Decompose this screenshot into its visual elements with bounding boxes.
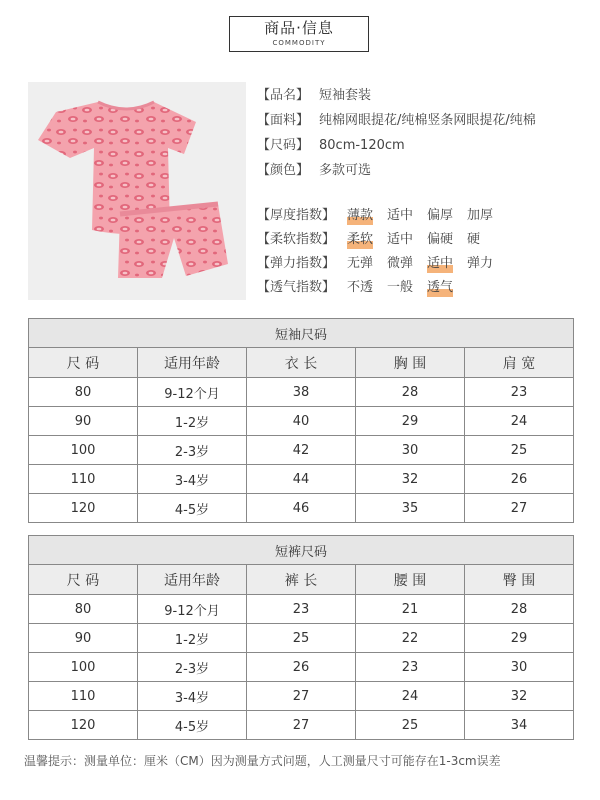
info-value: 纯棉网眼提花/纯棉竖条网眼提花/纯棉 <box>319 113 536 128</box>
index-option: 微弹 <box>387 256 414 271</box>
table-cell: 110 <box>29 465 138 494</box>
table-cell: 30 <box>465 653 574 682</box>
product-image <box>28 82 246 300</box>
table-cell: 40 <box>247 407 356 436</box>
info-value: 80cm-120cm <box>319 138 405 153</box>
table-cell: 90 <box>29 624 138 653</box>
index-row-thickness <box>257 207 587 231</box>
table-cell: 23 <box>356 653 465 682</box>
table-row <box>29 465 574 494</box>
table-row <box>29 624 574 653</box>
table-cell: 22 <box>356 624 465 653</box>
table-cell: 120 <box>29 711 138 740</box>
table-cell: 2-3岁 <box>138 653 247 682</box>
table-cell: 80 <box>29 595 138 624</box>
index-option: 不透 <box>347 280 374 295</box>
table-cell: 34 <box>465 711 574 740</box>
table-cell: 110 <box>29 682 138 711</box>
clothing-set-illustration <box>28 82 246 300</box>
table-cell: 23 <box>247 595 356 624</box>
index-option: 一般 <box>387 280 414 295</box>
index-option: 柔软 <box>347 232 374 247</box>
table-cell: 25 <box>356 711 465 740</box>
column-header: 腰 围 <box>356 565 465 595</box>
info-label: 【颜色】 <box>257 163 310 178</box>
table-cell: 28 <box>356 378 465 407</box>
table-row <box>29 494 574 523</box>
table-cell: 120 <box>29 494 138 523</box>
table-cell: 4-5岁 <box>138 711 247 740</box>
column-header: 尺 码 <box>29 348 138 378</box>
table-cell: 25 <box>465 436 574 465</box>
table-header-row <box>29 348 574 378</box>
table-cell: 28 <box>465 595 574 624</box>
top-size-table <box>28 318 574 523</box>
table-row <box>29 595 574 624</box>
info-row-color <box>257 161 587 186</box>
info-row-name <box>257 86 587 111</box>
table-cell: 3-4岁 <box>138 682 247 711</box>
section-header <box>229 16 369 52</box>
table-cell: 1-2岁 <box>138 407 247 436</box>
index-option: 弹力 <box>467 256 494 271</box>
table-row <box>29 653 574 682</box>
table-cell: 1-2岁 <box>138 624 247 653</box>
fabric-indices <box>257 207 587 303</box>
index-label: 【透气指数】 <box>257 280 336 295</box>
table-cell: 9-12个月 <box>138 595 247 624</box>
table-cell: 2-3岁 <box>138 436 247 465</box>
table-cell: 27 <box>465 494 574 523</box>
product-info <box>257 86 587 186</box>
column-header: 衣 长 <box>247 348 356 378</box>
column-header: 尺 码 <box>29 565 138 595</box>
table-cell: 24 <box>356 682 465 711</box>
index-option: 无弹 <box>347 256 374 271</box>
index-option: 薄款 <box>347 208 374 223</box>
table-cell: 32 <box>356 465 465 494</box>
index-row-breathability <box>257 279 587 303</box>
index-row-softness <box>257 231 587 255</box>
info-row-size <box>257 136 587 161</box>
index-option: 偏硬 <box>427 232 454 247</box>
table-cell: 27 <box>247 682 356 711</box>
index-row-elasticity <box>257 255 587 279</box>
index-option: 加厚 <box>467 208 494 223</box>
index-label: 【弹力指数】 <box>257 256 336 271</box>
table-cell: 44 <box>247 465 356 494</box>
shorts-size-table <box>28 535 574 740</box>
table-row <box>29 436 574 465</box>
index-option: 透气 <box>427 280 454 295</box>
table-row <box>29 378 574 407</box>
table-row <box>29 407 574 436</box>
info-label: 【尺码】 <box>257 138 310 153</box>
measurement-note: 温馨提示：测量单位：厘米（CM）因为测量方式问题，人工测量尺寸可能存在1-3cm误差 <box>24 754 501 768</box>
table-caption: 短裤尺码 <box>29 536 574 565</box>
index-option: 适中 <box>427 256 454 271</box>
table-cell: 32 <box>465 682 574 711</box>
table-cell: 30 <box>356 436 465 465</box>
index-option: 适中 <box>387 208 414 223</box>
table-cell: 26 <box>465 465 574 494</box>
table-cell: 9-12个月 <box>138 378 247 407</box>
table-cell: 100 <box>29 436 138 465</box>
index-option: 偏厚 <box>427 208 454 223</box>
table-cell: 46 <box>247 494 356 523</box>
info-label: 【面料】 <box>257 113 310 128</box>
table-cell: 38 <box>247 378 356 407</box>
table-row <box>29 711 574 740</box>
table-cell: 29 <box>465 624 574 653</box>
table-cell: 4-5岁 <box>138 494 247 523</box>
index-option: 硬 <box>467 232 481 247</box>
header-subtitle: COMMODITY <box>272 39 326 47</box>
info-label: 【品名】 <box>257 88 310 103</box>
column-header: 胸 围 <box>356 348 465 378</box>
table-cell: 29 <box>356 407 465 436</box>
table-cell: 35 <box>356 494 465 523</box>
index-option: 适中 <box>387 232 414 247</box>
column-header: 适用年龄 <box>138 348 247 378</box>
column-header: 肩 宽 <box>465 348 574 378</box>
table-cell: 23 <box>465 378 574 407</box>
table-cell: 3-4岁 <box>138 465 247 494</box>
index-label: 【厚度指数】 <box>257 208 336 223</box>
info-value: 多款可选 <box>319 163 372 178</box>
table-caption: 短袖尺码 <box>29 319 574 348</box>
table-row <box>29 682 574 711</box>
table-cell: 26 <box>247 653 356 682</box>
header-title: 商品·信息 <box>264 19 334 37</box>
column-header: 适用年龄 <box>138 565 247 595</box>
table-header-row <box>29 565 574 595</box>
index-label: 【柔软指数】 <box>257 232 336 247</box>
table-cell: 90 <box>29 407 138 436</box>
table-cell: 25 <box>247 624 356 653</box>
table-cell: 24 <box>465 407 574 436</box>
column-header: 裤 长 <box>247 565 356 595</box>
info-row-fabric <box>257 111 587 136</box>
table-cell: 100 <box>29 653 138 682</box>
table-cell: 21 <box>356 595 465 624</box>
table-cell: 42 <box>247 436 356 465</box>
table-cell: 27 <box>247 711 356 740</box>
table-cell: 80 <box>29 378 138 407</box>
column-header: 臀 围 <box>465 565 574 595</box>
info-value: 短袖套装 <box>319 88 372 103</box>
